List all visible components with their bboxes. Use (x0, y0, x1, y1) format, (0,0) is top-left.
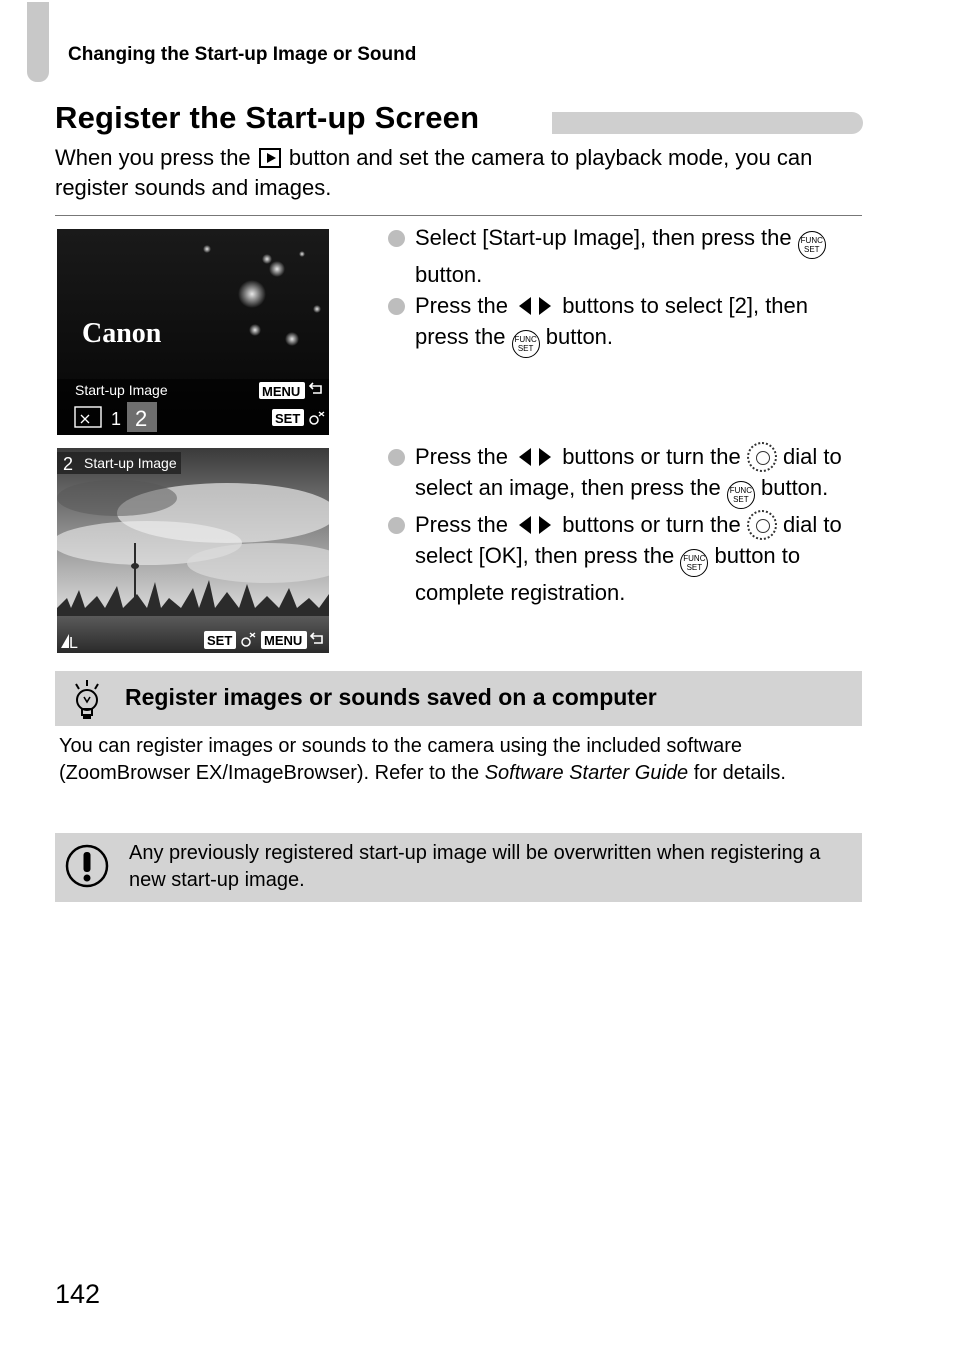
bullet-icon (388, 298, 405, 315)
camera-screen-image-select (57, 448, 329, 653)
screen2-label: Start-up Image (84, 455, 177, 471)
func-set-button-icon: FUNC SET (727, 481, 755, 509)
menu-badge: MENU (262, 384, 301, 399)
left-right-arrows-icon (518, 515, 552, 535)
playback-button-icon (259, 148, 281, 168)
caution-text: Any previously registered start-up image will be overwritten when registering a new start-up image. (129, 842, 821, 891)
control-dial-icon (747, 442, 777, 472)
heading-bar (552, 112, 863, 134)
divider (55, 215, 862, 216)
intro-text-2: button and set the camera to playback mode, you can register sounds and images. (55, 145, 813, 200)
control-dial-icon (747, 510, 777, 540)
func-set-button-icon: FUNC SET (512, 330, 540, 358)
step-select-2: Press the buttons to select [2], then press the FUNC SET button. (388, 290, 864, 358)
intro-paragraph (55, 143, 855, 203)
step-select-image: Press the buttons or turn the dial to select an image, then press the FUNC SET button. (388, 441, 864, 509)
bullet-icon (388, 517, 405, 534)
screen1-label: Start-up Image (75, 382, 168, 398)
caution-exclamation-icon (64, 843, 110, 889)
bullet-icon (388, 449, 405, 466)
func-set-button-icon: FUNC SET (798, 231, 826, 259)
screen2-graphic (57, 448, 329, 653)
tip-title: Register images or sounds saved on a computer (125, 684, 657, 710)
set-badge-2: SET (207, 633, 233, 648)
image-size-badge: L (69, 635, 78, 652)
set-badge: SET (275, 411, 301, 426)
steps-group-2 (388, 441, 864, 608)
camera-screen-startup-select (57, 229, 329, 435)
option-1: 1 (111, 409, 122, 429)
left-right-arrows-icon (518, 296, 552, 316)
left-right-arrows-icon (518, 447, 552, 467)
lightbulb-tip-icon (72, 678, 102, 722)
software-guide-title: Software Starter Guide (484, 762, 689, 784)
screen2-number: 2 (63, 454, 74, 474)
page-heading: Register the Start-up Screen (55, 100, 480, 135)
canon-logo: Canon (82, 318, 162, 349)
menu-badge-2: MENU (264, 633, 303, 648)
chapter-tab (27, 2, 49, 82)
steps-group-1 (388, 222, 864, 358)
screen1-graphic (57, 229, 329, 435)
func-set-button-icon: FUNC SET (680, 549, 708, 577)
step-select-startup-image: Select [Start-up Image], then press the FUNC SET button. (388, 222, 864, 290)
intro-text-1: When you press the (55, 145, 251, 170)
page-number: 142 (55, 1279, 101, 1309)
option-2: 2 (135, 406, 148, 431)
step-select-ok: Press the buttons or turn the dial to select [OK], then press the FUNC SET button to complete registration. (388, 509, 864, 608)
tip-body: You can register images or sounds to the camera using the included software (ZoomBrowser EX/ImageBrowser). Refer to the Software Starter Guide for details. (59, 735, 786, 784)
bullet-icon (388, 230, 405, 247)
section-title: Changing the Start-up Image or Sound (68, 44, 417, 65)
